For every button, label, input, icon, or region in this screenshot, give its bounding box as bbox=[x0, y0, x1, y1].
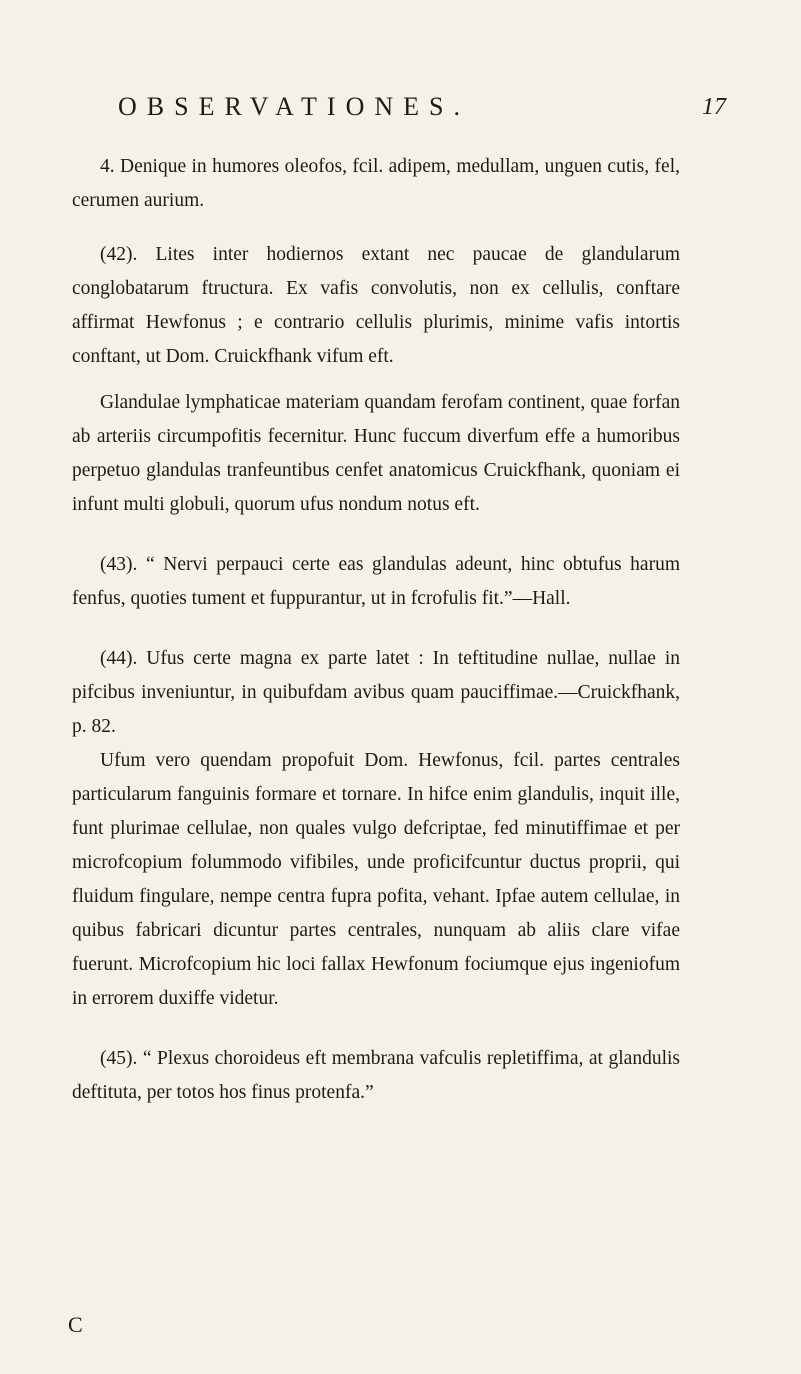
paragraph-4: 4. Denique in humores oleofos, fcil. adipem, medullam, unguen cutis, fel, cerumen aurium. bbox=[72, 156, 680, 211]
note-43: (43). “ Nervi perpauci certe eas glandulas adeunt, hinc obtufus harum fenfus, quoties tument et fuppurantur, ut in fcrofulis fit.”—Hall. bbox=[72, 554, 680, 609]
note-44: (44). Ufus certe magna ex parte latet : In teftitudine nullae, nullae in pifcibus inveniuntur, in quibufdam avibus quam pauciffimae.—Cruickfhank, p. 82. bbox=[72, 648, 680, 737]
running-title: OBSERVATIONES. bbox=[118, 92, 470, 121]
signature-mark: C bbox=[68, 1312, 83, 1337]
body-text bbox=[72, 150, 680, 1110]
note-45: (45). “ Plexus choroideus eft membrana vafculis repletiffima, at glandulis deftituta, per totos hos finus protenfa.” bbox=[72, 1048, 680, 1103]
paragraph-hewfonus: Ufum vero quendam propofuit Dom. Hewfonus, fcil. partes centrales particularum fanguinis formare et tornare. In hifce enim glandulis, inquit ille, funt plurimae cellulae, non quales vulgo defcriptae, fed minutiffimae et per microfcopium folummodo vifibiles, unde proficifcuntur ductus proprii, qui fluidum fingulare, nempe centra fupra pofita, vehant. Ipfae autem cellulae, in quibus fabricari dicuntur partes centrales, nunquam ab aliis clare vifae fuerunt. Microfcopium hic loci fallax Hewfonum fociumque ejus ingeniofum in errorem duxiffe videtur. bbox=[72, 750, 680, 1009]
paragraph-glandulae-lymphaticae: Glandulae lymphaticae materiam quandam ferofam continent, quae forfan ab arteriis circumpofitis fecernitur. Hunc fuccum diverfum effe a humoribus perpetuo glandulas tranfeuntibus cenfet anatomicus Cruickfhank, quoniam ei infunt multi globuli, quorum ufus nondum notus eft. bbox=[72, 392, 680, 515]
page-number: 17 bbox=[702, 94, 726, 120]
note-42: (42). Lites inter hodiernos extant nec paucae de glandularum conglobatarum ftructura. Ex vafis convolutis, non ex cellulis, conftare affirmat Hewfonus ; e contrario cellulis plurimis, minime vafis intortis conftant, ut Dom. Cruickfhank vifum eft. bbox=[72, 244, 680, 367]
